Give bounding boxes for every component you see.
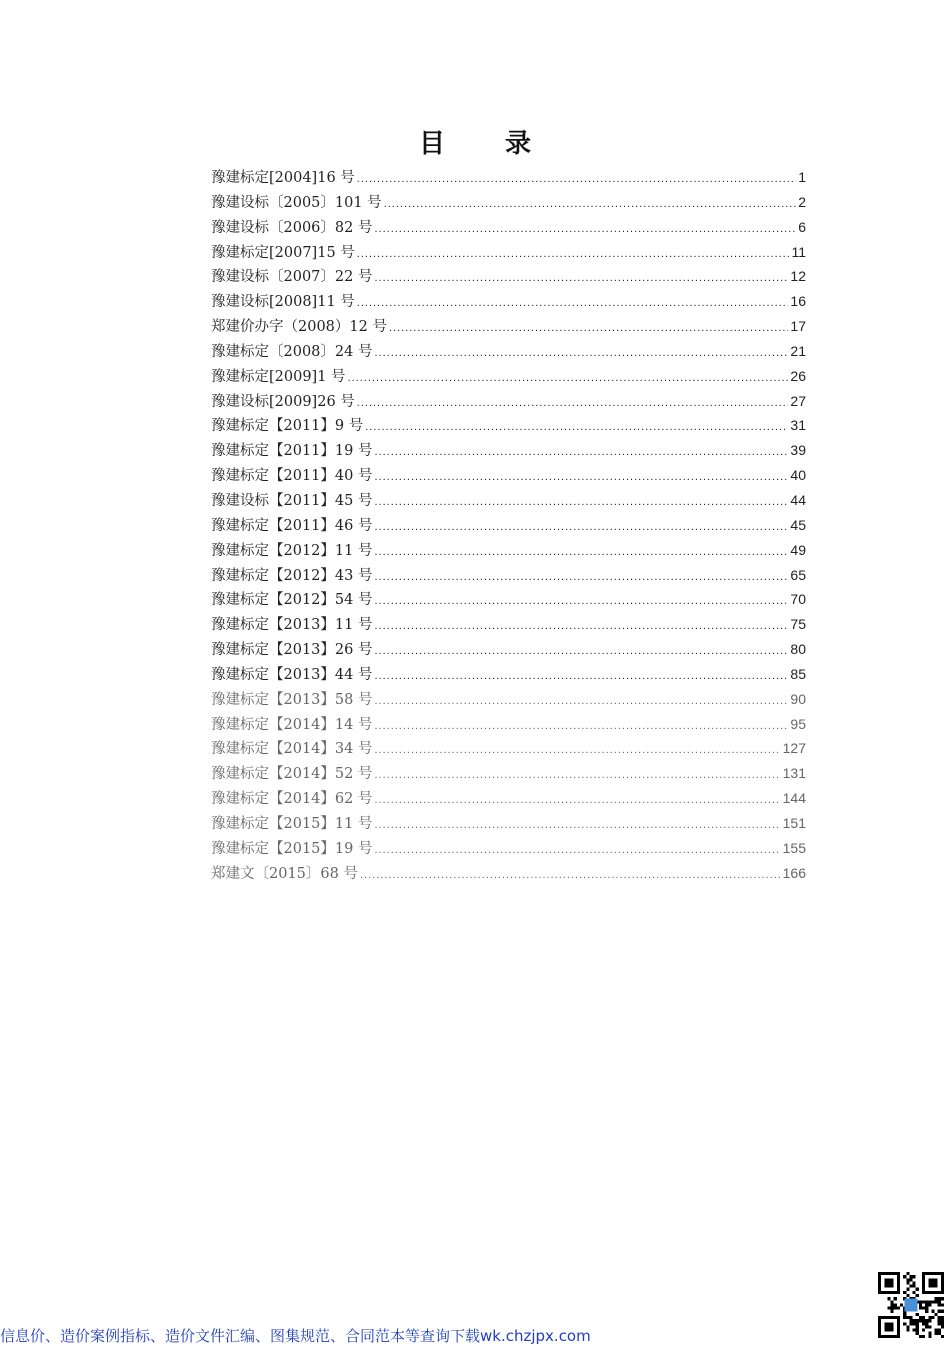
toc-entry-label: 豫建标定〔2008〕24 号	[211, 343, 373, 360]
toc-dot-leader	[357, 248, 790, 260]
toc-dot-leader	[374, 521, 788, 533]
toc-entry-page: 80	[790, 641, 806, 658]
toc-entry-page: 6	[798, 218, 806, 235]
qr-code-icon	[878, 1272, 944, 1338]
toc-entry-page: 90	[790, 690, 806, 707]
toc-entry-page: 40	[790, 467, 806, 484]
toc-entry[interactable]	[211, 762, 806, 787]
toc-dot-leader	[365, 421, 788, 433]
toc-dot-leader	[374, 645, 788, 657]
toc-entry-label: 豫建标定【2013】26 号	[211, 642, 373, 659]
toc-entry-page: 27	[790, 392, 806, 409]
toc-entry-label: 豫建标定【2013】58 号	[211, 691, 373, 708]
toc-entry-page: 1	[798, 169, 806, 185]
toc-dot-leader	[374, 620, 788, 632]
toc-entry[interactable]	[211, 663, 806, 688]
toc-entry-page: 45	[790, 516, 806, 533]
toc-entry[interactable]	[211, 439, 806, 464]
toc-entry[interactable]	[211, 638, 806, 663]
toc-entry[interactable]	[211, 514, 806, 539]
toc-entry-label: 豫建标定[2009]1 号	[211, 368, 346, 385]
toc-entry[interactable]	[211, 812, 806, 837]
toc-entry-page: 95	[790, 715, 806, 732]
toc-entry[interactable]	[211, 837, 806, 862]
toc-entry-page: 75	[790, 616, 806, 633]
toc-entry[interactable]	[211, 688, 806, 713]
toc-entry-label: 豫建设标〔2005〕101 号	[211, 194, 382, 211]
toc-dot-leader	[374, 347, 788, 359]
toc-entry-page: 85	[790, 665, 806, 682]
toc-dot-leader	[348, 372, 789, 384]
toc-entry-page: 65	[790, 566, 806, 583]
toc-entry-label: 豫建设标[2008]11 号	[211, 294, 355, 311]
toc-entry[interactable]	[211, 340, 806, 365]
toc-dot-leader	[374, 769, 780, 781]
toc-entry[interactable]	[211, 539, 806, 564]
toc-entry-page: 131	[782, 765, 806, 782]
toc-dot-leader	[389, 322, 788, 334]
toc-entry-page: 16	[790, 293, 806, 310]
toc-entry-page: 166	[782, 864, 806, 881]
toc-dot-leader	[374, 471, 788, 483]
toc-dot-leader	[360, 869, 781, 881]
toc-entry-label: 豫建标定【2011】46 号	[211, 517, 373, 534]
toc-entry[interactable]	[211, 564, 806, 589]
toc-dot-leader	[374, 794, 780, 806]
toc-entry-page: 49	[790, 541, 806, 558]
toc-entry[interactable]	[211, 390, 806, 415]
toc-entry[interactable]	[211, 216, 806, 241]
toc-entry-label: 豫建标定【2015】11 号	[211, 815, 373, 832]
toc-entry[interactable]	[211, 191, 806, 216]
toc-dot-leader	[374, 223, 796, 235]
toc-entry[interactable]	[211, 241, 806, 266]
toc-entry[interactable]	[211, 414, 806, 439]
toc-entry-label: 豫建设标〔2007〕22 号	[211, 269, 373, 286]
toc-entry-label: 豫建设标[2009]26 号	[211, 393, 355, 410]
toc-entry-label: 豫建标定【2014】14 号	[211, 716, 373, 733]
toc-entry-label: 豫建标定【2012】11 号	[211, 542, 373, 559]
toc-entry[interactable]	[211, 588, 806, 613]
toc-dot-leader	[374, 670, 788, 682]
toc-entry-label: 豫建标定【2013】11 号	[211, 617, 373, 634]
toc-entry[interactable]	[211, 166, 806, 191]
toc-entry-page: 2	[798, 193, 806, 210]
toc-entry-label: 豫建标定【2014】62 号	[211, 791, 373, 808]
toc-dot-leader	[374, 844, 780, 856]
toc-dot-leader	[374, 546, 788, 558]
toc-entry-label: 豫建标定【2012】54 号	[211, 592, 373, 609]
toc-dot-leader	[374, 744, 780, 756]
toc-entry-page: 26	[790, 367, 806, 384]
toc-dot-leader	[374, 595, 788, 607]
toc-dot-leader	[374, 571, 788, 583]
toc-entry-label: 豫建标定【2011】40 号	[211, 468, 373, 485]
toc-entry[interactable]	[211, 365, 806, 390]
toc-dot-leader	[357, 173, 796, 185]
toc-entry-label: 郑建价办字（2008）12 号	[211, 319, 387, 336]
toc-entry-label: 豫建标定【2011】9 号	[211, 418, 364, 435]
toc-entry[interactable]	[211, 265, 806, 290]
toc-entry-label: 豫建设标〔2006〕82 号	[211, 219, 373, 236]
toc-dot-leader	[374, 446, 788, 458]
toc-entry-label: 豫建标定【2014】34 号	[211, 741, 373, 758]
toc-entry-page: 151	[782, 814, 806, 831]
toc-entry-label: 豫建标定【2014】52 号	[211, 766, 373, 783]
toc-dot-leader	[374, 496, 788, 508]
toc-entry-label: 豫建标定[2007]15 号	[211, 244, 355, 261]
toc-entry-page: 127	[782, 740, 806, 757]
toc-dot-leader	[374, 720, 788, 732]
toc-entry[interactable]	[211, 613, 806, 638]
footer-watermark-text: 信息价、造价案例指标、造价文件汇编、图集规范、合同范本等查询下载wk.chzjpx.com	[0, 1327, 591, 1345]
toc-entry[interactable]	[211, 713, 806, 738]
toc-entry-page: 155	[782, 839, 806, 856]
toc-entry[interactable]	[211, 290, 806, 315]
toc-entry[interactable]	[211, 489, 806, 514]
toc-entry[interactable]	[211, 737, 806, 762]
toc-entry-label: 豫建设标【2011】45 号	[211, 492, 373, 509]
toc-entry-page: 11	[791, 243, 806, 260]
toc-dot-leader	[374, 819, 780, 831]
toc-entry-label: 郑建文〔2015〕68 号	[211, 865, 358, 882]
toc-entry-label: 豫建标定【2011】19 号	[211, 443, 373, 460]
toc-entry-page: 12	[790, 268, 806, 285]
toc-entry-label: 豫建标定[2004]16 号	[211, 170, 355, 186]
table-of-contents	[211, 166, 806, 886]
toc-entry-label: 豫建标定【2013】44 号	[211, 666, 373, 683]
toc-entry[interactable]	[211, 787, 806, 812]
toc-dot-leader	[357, 397, 789, 409]
toc-entry[interactable]	[211, 464, 806, 489]
toc-entry-page: 39	[790, 442, 806, 459]
toc-dot-leader	[374, 695, 788, 707]
toc-entry-page: 31	[790, 417, 806, 434]
toc-entry-page: 21	[790, 342, 806, 359]
toc-entry-page: 144	[782, 790, 806, 807]
toc-entry-label: 豫建标定【2015】19 号	[211, 840, 373, 857]
toc-dot-leader	[357, 297, 789, 309]
toc-entry-page: 44	[790, 491, 806, 508]
toc-entry[interactable]	[211, 315, 806, 340]
toc-entry-label: 豫建标定【2012】43 号	[211, 567, 373, 584]
toc-entry-page: 70	[790, 591, 806, 608]
toc-dot-leader	[374, 272, 788, 284]
toc-entry[interactable]	[211, 862, 806, 887]
toc-dot-leader	[384, 198, 797, 210]
toc-entry-page: 17	[790, 318, 806, 335]
page-title: 目录	[418, 129, 591, 159]
